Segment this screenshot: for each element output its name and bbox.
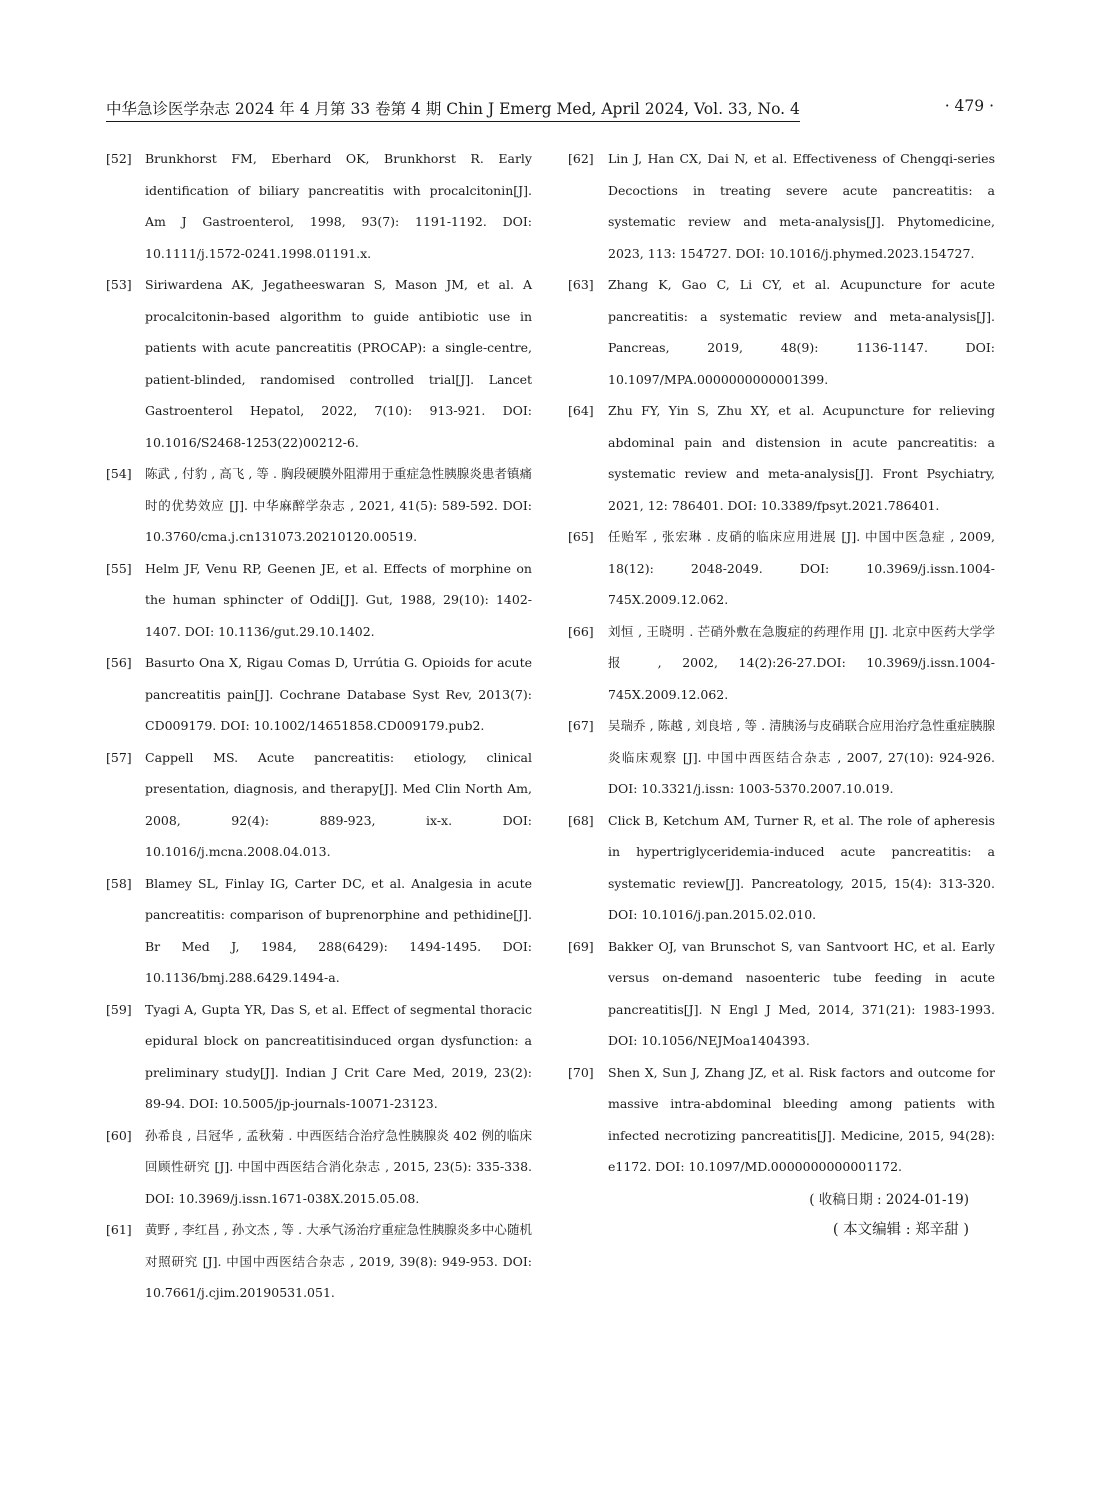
reference-text: Cappell MS. Acute pancreatitis: etiology, clinical presentation, diagnosis, and therapy[J]. Med Clin North Am, 2008, 92(4): 889-923, ix-x. DOI: 10.1016/j.mcna.2008.04.013. [145,749,532,859]
reference-text: 刘恒 , 王晓明 . 芒硝外敷在急腹症的药理作用 [J]. 北京中医药大学学报 , 2002, 14(2):26-27.DOI: 10.3969/j.issn.1004-745X.2009.12.062. [608,623,995,702]
received-date: ( 收稿日期 : 2024-01-19) [809,1191,969,1208]
reference-number: [64] [568,403,594,418]
reference-text: Lin J, Han CX, Dai N, et al. Effectiveness of Chengqi-series Decoctions in treating severe acute pancreatitis: a systematic review and meta-analysis[J]. Phytomedicine, 2023, 113: 154727. DOI: 10.1016/j.phymed.2023.154727. [608,151,995,261]
reference-item [568,269,995,395]
reference-number: [56] [106,655,132,670]
reference-text: 陈武 , 付豹 , 高飞 , 等 . 胸段硬膜外阻滞用于重症急性胰腺炎患者镇痛时的优势效应 [J]. 中华麻醉学杂志 , 2021, 41(5): 589-592. DOI: 10.3760/cma.j.cn131073.20210120.00519. [145,466,532,544]
reference-number: [54] [106,466,132,481]
reference-number: [52] [106,151,132,166]
reference-number: [67] [568,718,594,733]
running-header [106,97,994,121]
reference-item [568,616,995,711]
reference-number: [69] [568,938,594,954]
reference-number: [65] [568,529,594,544]
reference-column-right [568,143,995,1245]
reference-text: 任贻军 , 张宏琳 . 皮硝的临床应用进展 [J]. 中国中医急症 , 2009, 18(12): 2048-2049. DOI: 10.3969/j.issn.1004-745X.2009.12.062. [608,529,995,607]
reference-number: [62] [568,151,594,166]
reference-item [568,710,995,805]
reference-item [106,868,532,994]
reference-number: [66] [568,623,594,639]
reference-text: Zhu FY, Yin S, Zhu XY, et al. Acupuncture for relieving abdominal pain and distension in acute pancreatitis: a systematic review and meta-analysis[J]. Front Psychiatry, 2021, 12: 786401. DOI: 10.3389/fpsyt.2021.786401. [608,403,995,513]
reference-item [106,1120,532,1215]
reference-text: Tyagi A, Gupta YR, Das S, et al. Effect of segmental thoracic epidural block on pancreatitisinduced organ dysfunction: a preliminary study[J]. Indian J Crit Care Med, 2019, 23(2): 89-94. DOI: 10.5005/jp-journals-10071-23123. [145,1001,532,1111]
reference-text: 孙希良 , 吕冠华 , 孟秋菊 . 中西医结合治疗急性胰腺炎 402 例的临床回顾性研究 [J]. 中国中西医结合消化杂志 , 2015, 23(5): 335-338. DOI: 10.3969/j.issn.1671-038X.2015.05.08. [145,1127,532,1206]
reference-column-left [106,143,532,1309]
reference-item [568,931,995,1057]
page-number: · 479 · [944,97,994,115]
reference-item [568,805,995,931]
reference-text: Basurto Ona X, Rigau Comas D, Urrútia G. Opioids for acute pancreatitis pain[J]. Cochrane Database Syst Rev, 2013(7): CD009179. DOI: 10.1002/14651858.CD009179.pub2. [145,655,532,733]
reference-number: [58] [106,875,132,891]
reference-text: Brunkhorst FM, Eberhard OK, Brunkhorst R. Early identification of biliary pancreatitis with procalcitonin[J]. Am J Gastroenterol, 1998, 93(7): 1191-1192. DOI: 10.1111/j.1572-0241.1998.01191.x. [145,151,532,261]
reference-item [106,143,532,269]
journal-citation: 中华急诊医学杂志 2024 年 4 月第 33 卷第 4 期 Chin J Emerg Med, April 2024, Vol. 33, No. 4 [106,97,800,122]
reference-text: Click B, Ketchum AM, Turner R, et al. The role of apheresis in hypertriglyceridemia-induced acute pancreatitis: a systematic review[J]. Pancreatology, 2015, 15(4): 313-320. DOI: 10.1016/j.pan.2015.02.010. [608,812,995,922]
article-footer [568,1185,995,1245]
reference-text: Helm JF, Venu RP, Geenen JE, et al. Effects of morphine on the human sphincter of Oddi[J]. Gut, 1988, 29(10): 1402-1407. DOI: 10.1136/gut.29.10.1402. [145,560,532,639]
reference-number: [53] [106,277,132,292]
reference-item [568,143,995,269]
reference-text: Bakker OJ, van Brunschot S, van Santvoort HC, et al. Early versus on-demand nasoenteric tube feeding in acute pancreatitis[J]. N Engl J Med, 2014, 371(21): 1983-1993. DOI: 10.1056/NEJMoa1404393. [608,938,995,1048]
reference-item [106,553,532,648]
reference-text: Siriwardena AK, Jegatheeswaran S, Mason JM, et al. A procalcitonin-based algorithm to guide antibiotic use in patients with acute pancreatitis (PROCAP): a single-centre, patient-blinded, randomised controlled trial[J]. Lancet Gastroenterol Hepatol, 2022, 7(10): 913-921. DOI: 10.1016/S2468-1253(22)00212-6. [145,277,532,450]
reference-item [106,458,532,553]
reference-text: 黄野 , 李红昌 , 孙文杰 , 等 . 大承气汤治疗重症急性胰腺炎多中心随机对照研究 [J]. 中国中西医结合杂志 , 2019, 39(8): 949-953. DOI: 10.7661/j.cjim.20190531.051. [145,1222,532,1300]
reference-text: Shen X, Sun J, Zhang JZ, et al. Risk factors and outcome for massive intra-abdominal bleeding among patients with infected necrotizing pancreatitis[J]. Medicine, 2015, 94(28): e1172. DOI: 10.1097/MD.0000000000001172. [608,1064,995,1174]
reference-item [106,742,532,868]
reference-number: [55] [106,560,132,576]
reference-item [568,521,995,616]
reference-number: [70] [568,1064,594,1080]
reference-text: Blamey SL, Finlay IG, Carter DC, et al. Analgesia in acute pancreatitis: comparison of buprenorphine and pethidine[J]. Br Med J, 1984, 288(6429): 1494-1495. DOI: 10.1136/bmj.288.6429.1494-a. [145,875,532,985]
reference-number: [57] [106,749,132,765]
reference-number: [68] [568,812,594,828]
reference-item [106,269,532,458]
reference-number: [59] [106,1001,132,1017]
reference-text: 吴瑞乔 , 陈越 , 刘良培 , 等 . 清胰汤与皮硝联合应用治疗急性重症胰腺炎临床观察 [J]. 中国中西医结合杂志 , 2007, 27(10): 924-926. DOI: 10.3321/j.issn: 1003-5370.2007.10.019. [608,718,995,796]
reference-item [568,395,995,521]
reference-item [568,1057,995,1183]
reference-item [106,1214,532,1309]
article-editor: ( 本文编辑 : 郑辛甜 ) [832,1221,969,1238]
reference-number: [63] [568,277,594,292]
reference-text: Zhang K, Gao C, Li CY, et al. Acupuncture for acute pancreatitis: a systematic review and meta-analysis[J]. Pancreas, 2019, 48(9): 1136-1147. DOI: 10.1097/MPA.0000000000001399. [608,277,995,387]
reference-number: [61] [106,1222,132,1237]
reference-number: [60] [106,1127,132,1143]
reference-item [106,994,532,1120]
reference-item [106,647,532,742]
